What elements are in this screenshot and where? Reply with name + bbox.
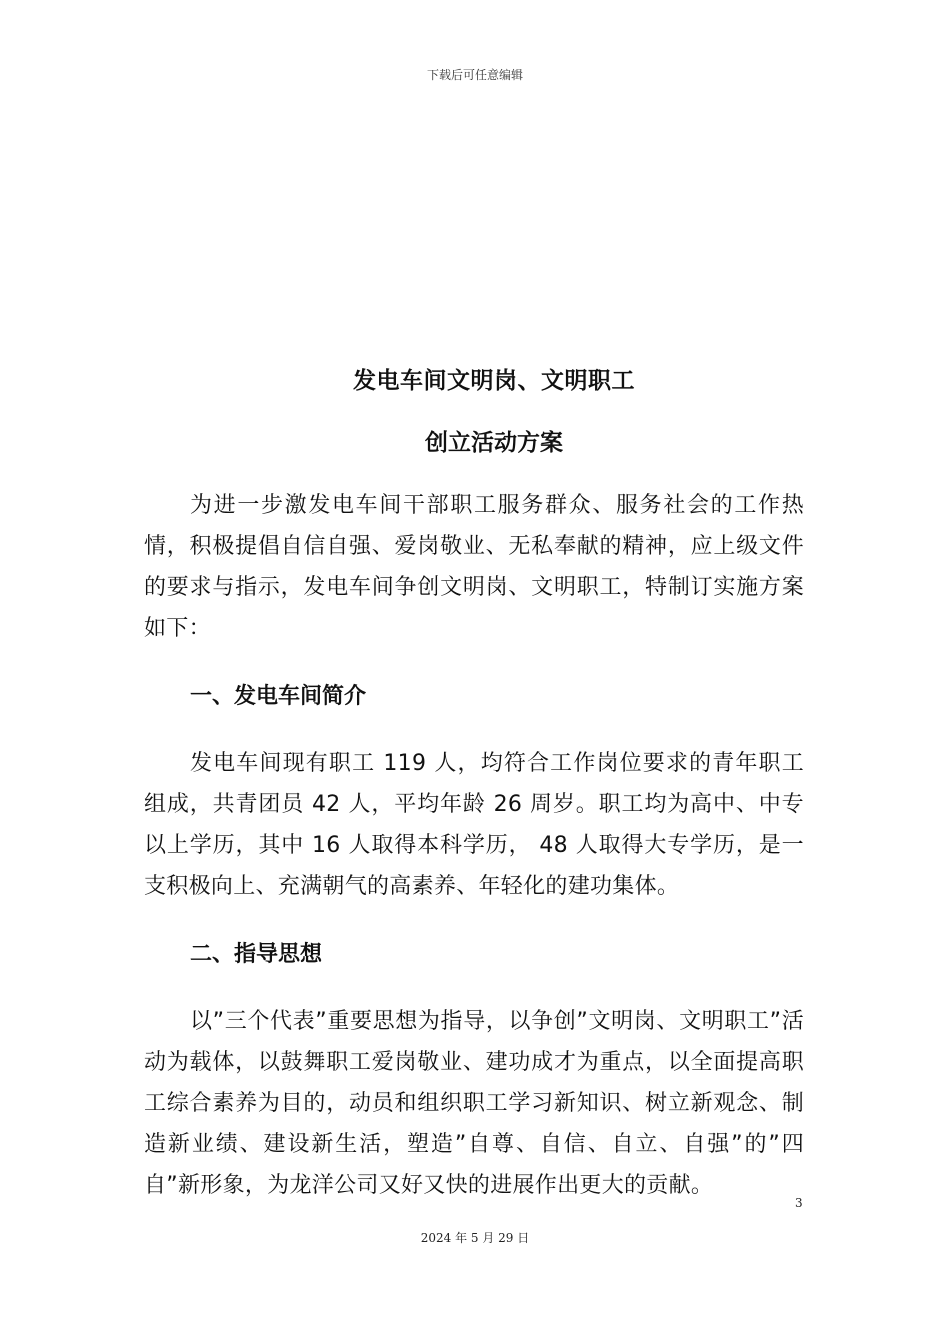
document-title: 发电车间文明岗、文明职工: [353, 368, 635, 394]
page-number: 3: [795, 1196, 803, 1210]
document-subtitle: 创立活动方案: [425, 430, 563, 456]
document-body: [144, 360, 804, 1206]
section-heading-guiding-thought: 二、指导思想: [190, 942, 323, 967]
intro-paragraph: 为进一步激发电车间干部职工服务群众、服务社会的工作热情，积极提倡自信自强、爱岗敬业、无私奉献的精神，应上级文件的要求与指示，发电车间争创文明岗、文明职工，特制订实施方案如下：: [144, 493, 804, 641]
section-heading-intro: 一、发电车间简介: [190, 684, 367, 709]
header-note: 下载后可任意编辑: [426, 68, 523, 82]
section-paragraph-guiding-thought: 以”三个代表”重要思想为指导，以争创”文明岗、文明职工”活动为载体，以鼓舞职工爱岗敬业、建功成才为重点，以全面提高职工综合素养为目的，动员和组织职工学习新知识、树立新观念、制造新业绩、建设新生活，塑造”自尊、自信、自立、自强”的”四自”新形象，为龙洋公司又好又快的进展作出更大的贡献。: [144, 1009, 804, 1198]
section-paragraph-intro: 发电车间现有职工 119 人，均符合工作岗位要求的青年职工组成，共青团员 42 人，平均年龄 26 周岁。职工均为高中、中专以上学历，其中 16 人取得本科学历， 48 人取得大专学历，是一支积极向上、充满朝气的高素养、年轻化的建功集体。: [144, 751, 804, 899]
footer-date: 2024 年 5 月 29 日: [420, 1231, 530, 1245]
